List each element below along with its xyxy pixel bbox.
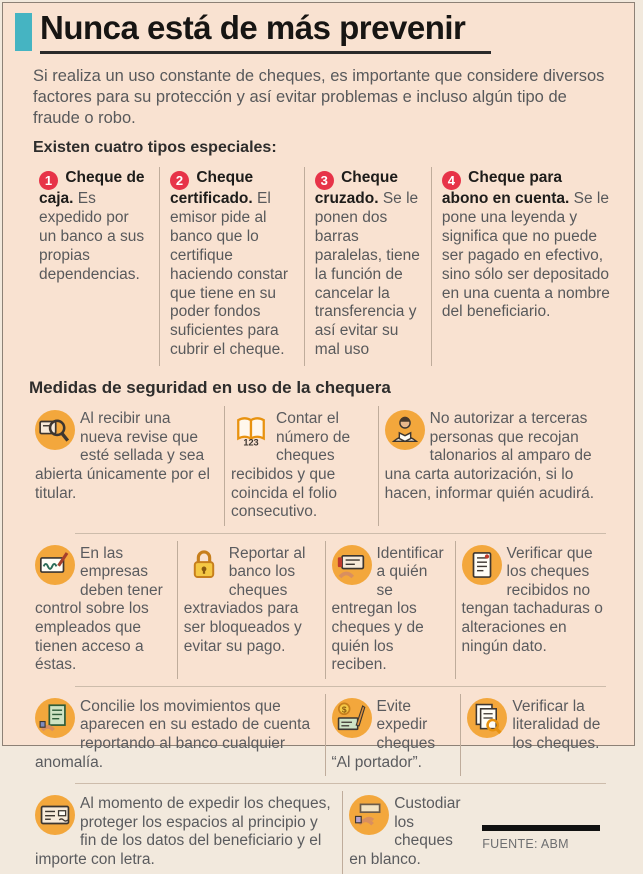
type-name: Cheque de caja. (39, 168, 145, 207)
cheque-icon (35, 795, 75, 835)
document-lines-icon (462, 545, 502, 585)
person-reading-icon (385, 410, 425, 450)
type-desc: Se le ponen dos barras paralelas, tiene la función de cancelar la transferencia y así evitar su mal uso (314, 189, 420, 359)
security-row-1 (29, 406, 620, 526)
statement-hand-icon (35, 698, 75, 738)
security-item (29, 541, 177, 679)
checkbook-count-icon (231, 410, 271, 450)
type-name: Cheque certificado. (170, 168, 254, 207)
security-item-text: Reportar al banco los cheques extraviados para ser bloqueados y evitar su pago. (183, 544, 306, 655)
security-item-text: Verificar la literalidad de los cheques. (512, 697, 601, 753)
security-item (325, 694, 461, 776)
accent-square (15, 13, 32, 51)
type-desc: Es expedido por un banco a sus propias dependencias. (39, 189, 145, 283)
security-item-text: Verificar que los cheques recibidos no tengan tachaduras o alteraciones en ningún dato. (461, 544, 603, 655)
magnifier-card-icon (35, 410, 75, 450)
security-item (342, 791, 472, 873)
security-item (460, 694, 620, 776)
number-badge: 4 (442, 171, 461, 190)
infographic-panel (2, 2, 635, 868)
cheque-type-3 (304, 167, 431, 366)
type-name: Cheque para abono en cuenta. (441, 168, 570, 207)
type-desc: El emisor pide al banco que lo certifique haciendo constar que tiene en su poder fondos suficientes para cubrir el cheque. (170, 189, 289, 359)
source-rule (482, 825, 600, 831)
svg-text:123: 123 (243, 437, 259, 448)
security-item-text: Evite expedir cheques “Al portador”. (331, 697, 436, 771)
coin-pen-cheque-icon (332, 698, 372, 738)
signature-check-icon (35, 545, 75, 585)
page-title: Nunca está de más prevenir (40, 11, 491, 54)
number-badge: 3 (315, 171, 334, 190)
number-badge: 1 (39, 171, 58, 190)
type-desc: Se le pone una leyenda y significa que no puede ser pagado en efectivo, sino sólo ser depositado en una cuenta a nombre del beneficiario. (441, 189, 610, 321)
security-item (177, 541, 325, 679)
security-item-text: Custodiar los cheques en blanco. (349, 795, 461, 868)
security-item-text: Al momento de expedir los cheques, proteger los espacios al principio y fin de los datos del beneficiario y el importe con letra. (35, 795, 331, 868)
security-item (455, 541, 620, 679)
security-item-text: En las empresas deben tener control sobre los empleados que tienen acceso a éstas. (35, 544, 163, 674)
row-divider (75, 783, 606, 784)
security-item-text: Identificar a quién se entregan los cheques y de quién los reciben. (331, 544, 444, 674)
security-heading: Medidas de seguridad en uso de la chequera (29, 378, 391, 398)
source-label: FUENTE: ABM (482, 837, 569, 852)
security-item (29, 791, 342, 873)
cheque-types-section (29, 167, 620, 366)
row-divider (75, 686, 606, 687)
security-row-2 (29, 541, 620, 679)
security-row-3 (29, 694, 620, 776)
security-item-text: Al recibir una nueva revise que esté sellada y sea abierta únicamente por el titular. (35, 410, 210, 502)
hand-check-icon (332, 545, 372, 585)
security-item-text: Contar el número de cheques recibidos y que coincida el folio consecutivo. (231, 410, 351, 521)
types-lead: Existen cuatro tipos especiales: (33, 138, 277, 156)
source-block (472, 791, 620, 873)
security-item (224, 406, 378, 526)
source (478, 825, 612, 851)
security-row-4 (29, 791, 620, 873)
cheque-type-1 (29, 167, 159, 366)
security-item (325, 541, 455, 679)
security-item (378, 406, 620, 526)
security-item (29, 694, 325, 776)
header (15, 11, 620, 54)
padlock-icon (184, 545, 224, 585)
svg-text:$: $ (341, 704, 347, 715)
number-badge: 2 (170, 171, 189, 190)
hand-box-icon (349, 795, 389, 835)
security-item-text: No autorizar a terceras personas que recojan talonarios al amparo de una carta autorización, si lo hacen, informar quién acudirá. (384, 410, 595, 502)
documents-magnifier-icon (467, 698, 507, 738)
security-item (29, 406, 224, 526)
cheque-type-2 (159, 167, 304, 366)
intro-text: Si realiza un uso constante de cheques, es importante que considere diversos factores para su protección y así evitar problemas e incluso algún tipo de fraude o robo. (33, 66, 605, 127)
row-divider (75, 533, 606, 534)
type-name: Cheque cruzado. (314, 168, 398, 207)
cheque-type-4 (431, 167, 620, 366)
security-item-text: Concilie los movimientos que aparecen en su estado de cuenta reportando al banco cualquier anomalía. (35, 697, 311, 771)
